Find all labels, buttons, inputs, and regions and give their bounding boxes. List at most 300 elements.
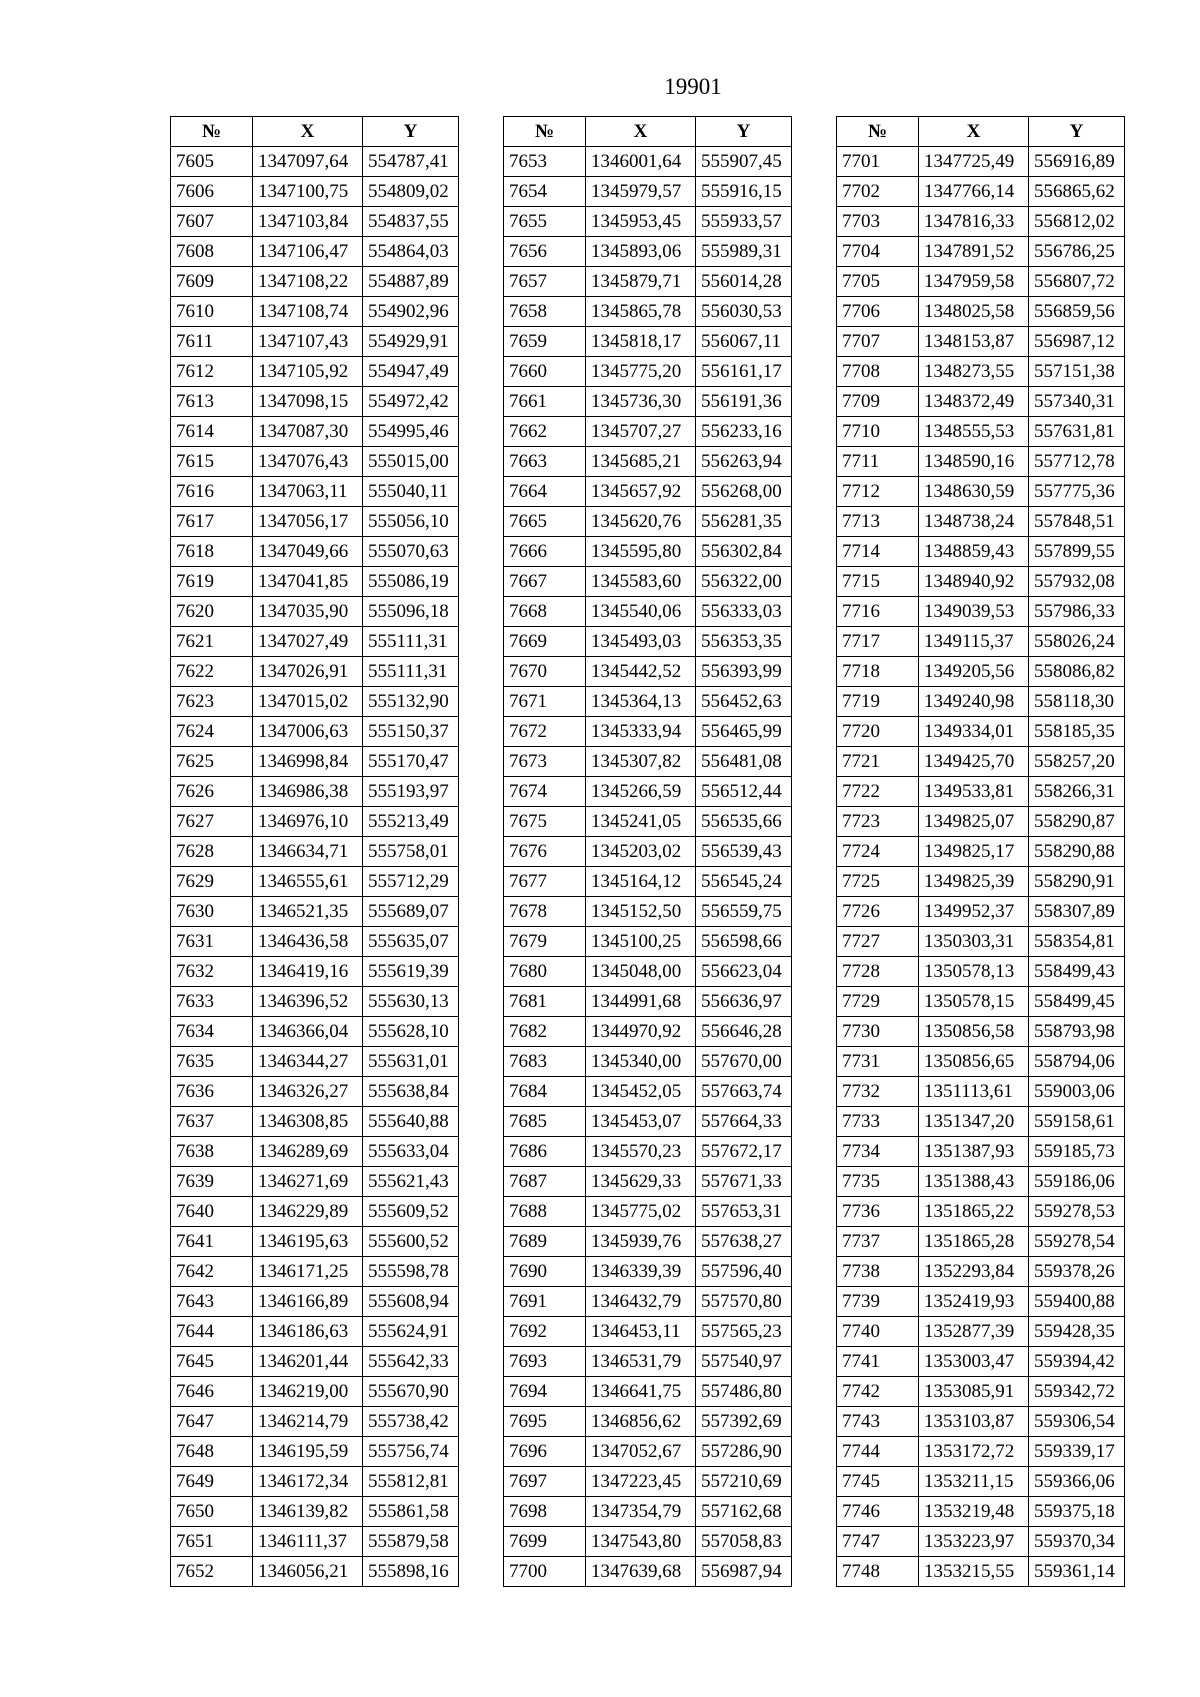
table-row [504,837,792,867]
table-row [504,1377,792,1407]
y-coordinate: 557210,69 [696,1467,792,1497]
table-row [171,747,459,777]
y-coordinate: 555812,81 [363,1467,459,1497]
point-number: 7671 [504,687,586,717]
x-coordinate: 1345879,71 [586,267,696,297]
y-coordinate: 557631,81 [1029,417,1125,447]
table-row [171,327,459,357]
y-coordinate: 555635,07 [363,927,459,957]
y-coordinate: 556646,28 [696,1017,792,1047]
point-number: 7650 [171,1497,253,1527]
point-number: 7712 [837,477,919,507]
y-coordinate: 557775,36 [1029,477,1125,507]
y-coordinate: 556636,97 [696,987,792,1017]
x-coordinate: 1347027,49 [253,627,363,657]
x-coordinate: 1351387,93 [919,1137,1029,1167]
y-coordinate: 557932,08 [1029,567,1125,597]
y-coordinate: 558086,82 [1029,657,1125,687]
x-coordinate: 1351347,20 [919,1107,1029,1137]
y-coordinate: 556559,75 [696,897,792,927]
table-row [504,987,792,1017]
point-number: 7670 [504,657,586,687]
point-number: 7673 [504,747,586,777]
y-coordinate: 558499,45 [1029,987,1125,1017]
y-coordinate: 555712,29 [363,867,459,897]
table-row [171,627,459,657]
x-coordinate: 1346195,63 [253,1227,363,1257]
point-number: 7646 [171,1377,253,1407]
point-number: 7615 [171,447,253,477]
x-coordinate: 1353219,48 [919,1497,1029,1527]
y-coordinate: 556191,36 [696,387,792,417]
point-number: 7716 [837,597,919,627]
x-coordinate: 1347026,91 [253,657,363,687]
x-coordinate: 1349425,70 [919,747,1029,777]
table-row [504,1227,792,1257]
x-coordinate: 1345818,17 [586,327,696,357]
y-coordinate: 555040,11 [363,477,459,507]
y-coordinate: 555056,10 [363,507,459,537]
table-row [837,147,1125,177]
y-coordinate: 555879,58 [363,1527,459,1557]
table-row [504,627,792,657]
table-row [171,927,459,957]
point-number: 7745 [837,1467,919,1497]
point-number: 7700 [504,1557,586,1587]
point-number: 7714 [837,537,919,567]
y-coordinate: 555619,39 [363,957,459,987]
point-number: 7639 [171,1167,253,1197]
y-coordinate: 557058,83 [696,1527,792,1557]
x-coordinate: 1353003,47 [919,1347,1029,1377]
table-row [504,1047,792,1077]
table-row [171,1557,459,1587]
x-coordinate: 1346641,75 [586,1377,696,1407]
x-coordinate: 1346172,34 [253,1467,363,1497]
table-row [837,1287,1125,1317]
x-coordinate: 1345442,52 [586,657,696,687]
x-coordinate: 1346976,10 [253,807,363,837]
table-row [504,1077,792,1107]
y-coordinate: 554995,46 [363,417,459,447]
table-row [837,297,1125,327]
point-number: 7738 [837,1257,919,1287]
table-row [171,267,459,297]
x-coordinate: 1347106,47 [253,237,363,267]
table-row [171,1437,459,1467]
table-row [837,1497,1125,1527]
point-number: 7626 [171,777,253,807]
point-number: 7623 [171,687,253,717]
y-coordinate: 555132,90 [363,687,459,717]
table-row [504,597,792,627]
x-coordinate: 1345164,12 [586,867,696,897]
x-coordinate: 1346436,58 [253,927,363,957]
point-number: 7619 [171,567,253,597]
point-number: 7651 [171,1527,253,1557]
point-number: 7742 [837,1377,919,1407]
y-coordinate: 555642,33 [363,1347,459,1377]
coordinates-table-3 [836,116,1125,1587]
point-number: 7611 [171,327,253,357]
table-row [171,777,459,807]
y-coordinate: 555600,52 [363,1227,459,1257]
y-coordinate: 556539,43 [696,837,792,867]
table-row [171,657,459,687]
table-row [171,357,459,387]
table-row [171,1197,459,1227]
point-number: 7710 [837,417,919,447]
y-coordinate: 556263,94 [696,447,792,477]
table-row [504,477,792,507]
x-coordinate: 1345893,06 [586,237,696,267]
table-row [837,687,1125,717]
table-row [837,1077,1125,1107]
table-row [171,897,459,927]
x-coordinate: 1351388,43 [919,1167,1029,1197]
y-coordinate: 558257,20 [1029,747,1125,777]
point-number: 7694 [504,1377,586,1407]
point-number: 7724 [837,837,919,867]
table-row [837,1557,1125,1587]
table-row [171,1227,459,1257]
table-row [171,1287,459,1317]
table-row [837,237,1125,267]
point-number: 7622 [171,657,253,687]
y-coordinate: 559400,88 [1029,1287,1125,1317]
x-coordinate: 1353103,87 [919,1407,1029,1437]
point-number: 7663 [504,447,586,477]
table-row [171,1047,459,1077]
x-coordinate: 1345340,00 [586,1047,696,1077]
y-coordinate: 557848,51 [1029,507,1125,537]
table-row [504,387,792,417]
point-number: 7629 [171,867,253,897]
point-number: 7691 [504,1287,586,1317]
point-number: 7664 [504,477,586,507]
x-coordinate: 1353211,15 [919,1467,1029,1497]
table-row [837,507,1125,537]
x-coordinate: 1348372,49 [919,387,1029,417]
table-row [171,447,459,477]
point-number: 7702 [837,177,919,207]
table-row [171,1527,459,1557]
point-number: 7698 [504,1497,586,1527]
point-number: 7696 [504,1437,586,1467]
header-x: X [586,117,696,147]
x-coordinate: 1351865,22 [919,1197,1029,1227]
y-coordinate: 557670,00 [696,1047,792,1077]
y-coordinate: 557671,33 [696,1167,792,1197]
x-coordinate: 1346271,69 [253,1167,363,1197]
x-coordinate: 1347076,43 [253,447,363,477]
point-number: 7697 [504,1467,586,1497]
x-coordinate: 1345629,33 [586,1167,696,1197]
point-number: 7666 [504,537,586,567]
point-number: 7718 [837,657,919,687]
y-coordinate: 559361,14 [1029,1557,1125,1587]
point-number: 7634 [171,1017,253,1047]
x-coordinate: 1348555,53 [919,417,1029,447]
y-coordinate: 555608,94 [363,1287,459,1317]
x-coordinate: 1348025,58 [919,297,1029,327]
header-y: Y [696,117,792,147]
point-number: 7649 [171,1467,253,1497]
x-coordinate: 1347639,68 [586,1557,696,1587]
x-coordinate: 1345707,27 [586,417,696,447]
table-row [171,1497,459,1527]
x-coordinate: 1349825,07 [919,807,1029,837]
x-coordinate: 1346339,39 [586,1257,696,1287]
y-coordinate: 556987,94 [696,1557,792,1587]
y-coordinate: 555630,13 [363,987,459,1017]
point-number: 7618 [171,537,253,567]
table-row [171,147,459,177]
point-number: 7708 [837,357,919,387]
table-row [837,807,1125,837]
table-row [837,417,1125,447]
table-row [837,1017,1125,1047]
x-coordinate: 1350856,58 [919,1017,1029,1047]
y-coordinate: 556161,17 [696,357,792,387]
y-coordinate: 556465,99 [696,717,792,747]
x-coordinate: 1346432,79 [586,1287,696,1317]
x-coordinate: 1345493,03 [586,627,696,657]
point-number: 7662 [504,417,586,447]
x-coordinate: 1348153,87 [919,327,1029,357]
x-coordinate: 1348738,24 [919,507,1029,537]
point-number: 7684 [504,1077,586,1107]
table-row [837,387,1125,417]
table-row [504,717,792,747]
point-number: 7656 [504,237,586,267]
y-coordinate: 557151,38 [1029,357,1125,387]
x-coordinate: 1346111,37 [253,1527,363,1557]
y-coordinate: 555633,04 [363,1137,459,1167]
x-coordinate: 1346634,71 [253,837,363,867]
table-row [837,267,1125,297]
y-coordinate: 557486,80 [696,1377,792,1407]
table-row [504,1407,792,1437]
x-coordinate: 1350578,15 [919,987,1029,1017]
table-row [837,567,1125,597]
y-coordinate: 559278,54 [1029,1227,1125,1257]
table-row [171,987,459,1017]
point-number: 7731 [837,1047,919,1077]
x-coordinate: 1345241,05 [586,807,696,837]
table-row [504,1347,792,1377]
x-coordinate: 1345100,25 [586,927,696,957]
x-coordinate: 1345048,00 [586,957,696,987]
y-coordinate: 554929,91 [363,327,459,357]
table-row [837,747,1125,777]
y-coordinate: 556302,84 [696,537,792,567]
table-row [504,1167,792,1197]
y-coordinate: 554864,03 [363,237,459,267]
x-coordinate: 1349240,98 [919,687,1029,717]
y-coordinate: 559394,42 [1029,1347,1125,1377]
point-number: 7737 [837,1227,919,1257]
x-coordinate: 1349115,37 [919,627,1029,657]
x-coordinate: 1352293,84 [919,1257,1029,1287]
point-number: 7736 [837,1197,919,1227]
table-row [837,1047,1125,1077]
table-row [504,1437,792,1467]
point-number: 7614 [171,417,253,447]
point-number: 7648 [171,1437,253,1467]
x-coordinate: 1348630,59 [919,477,1029,507]
x-coordinate: 1351113,61 [919,1077,1029,1107]
y-coordinate: 554837,55 [363,207,459,237]
y-coordinate: 557672,17 [696,1137,792,1167]
point-number: 7674 [504,777,586,807]
y-coordinate: 554972,42 [363,387,459,417]
table-row [171,1077,459,1107]
point-number: 7625 [171,747,253,777]
point-number: 7711 [837,447,919,477]
table-row [837,447,1125,477]
x-coordinate: 1348940,92 [919,567,1029,597]
y-coordinate: 556987,12 [1029,327,1125,357]
table-row [837,927,1125,957]
point-number: 7675 [504,807,586,837]
point-number: 7669 [504,627,586,657]
table-row [504,1287,792,1317]
table-row [837,1197,1125,1227]
y-coordinate: 559003,06 [1029,1077,1125,1107]
point-number: 7682 [504,1017,586,1047]
point-number: 7746 [837,1497,919,1527]
table-row [837,1317,1125,1347]
point-number: 7643 [171,1287,253,1317]
point-number: 7608 [171,237,253,267]
point-number: 7610 [171,297,253,327]
point-number: 7690 [504,1257,586,1287]
y-coordinate: 557899,55 [1029,537,1125,567]
table-row [504,177,792,207]
x-coordinate: 1346195,59 [253,1437,363,1467]
point-number: 7631 [171,927,253,957]
x-coordinate: 1347097,64 [253,147,363,177]
table-row [837,897,1125,927]
point-number: 7721 [837,747,919,777]
table-row [171,1407,459,1437]
x-coordinate: 1347107,43 [253,327,363,357]
y-coordinate: 557286,90 [696,1437,792,1467]
header-row [504,117,792,147]
y-coordinate: 555598,78 [363,1257,459,1287]
point-number: 7627 [171,807,253,837]
point-number: 7733 [837,1107,919,1137]
table-row [504,927,792,957]
x-coordinate: 1347891,52 [919,237,1029,267]
point-number: 7641 [171,1227,253,1257]
table-row [504,867,792,897]
x-coordinate: 1345333,94 [586,717,696,747]
header-y: Y [1029,117,1125,147]
x-coordinate: 1347108,22 [253,267,363,297]
table-row [504,657,792,687]
x-coordinate: 1346056,21 [253,1557,363,1587]
point-number: 7729 [837,987,919,1017]
x-coordinate: 1345152,50 [586,897,696,927]
table-row [504,297,792,327]
table-row [837,537,1125,567]
y-coordinate: 556281,35 [696,507,792,537]
table-row [837,1107,1125,1137]
point-number: 7647 [171,1407,253,1437]
point-number: 7735 [837,1167,919,1197]
point-number: 7704 [837,237,919,267]
y-coordinate: 556623,04 [696,957,792,987]
point-number: 7725 [837,867,919,897]
point-number: 7637 [171,1107,253,1137]
x-coordinate: 1346396,52 [253,987,363,1017]
point-number: 7687 [504,1167,586,1197]
table-row [171,1317,459,1347]
point-number: 7668 [504,597,586,627]
table-row [504,897,792,927]
y-coordinate: 555096,18 [363,597,459,627]
x-coordinate: 1345865,78 [586,297,696,327]
x-coordinate: 1345307,82 [586,747,696,777]
x-coordinate: 1346171,25 [253,1257,363,1287]
x-coordinate: 1347015,02 [253,687,363,717]
y-coordinate: 555086,19 [363,567,459,597]
point-number: 7676 [504,837,586,867]
y-coordinate: 558266,31 [1029,777,1125,807]
x-coordinate: 1347105,92 [253,357,363,387]
x-coordinate: 1346186,63 [253,1317,363,1347]
point-number: 7723 [837,807,919,837]
table-row [171,807,459,837]
y-coordinate: 559306,54 [1029,1407,1125,1437]
x-coordinate: 1345452,05 [586,1077,696,1107]
x-coordinate: 1350578,13 [919,957,1029,987]
x-coordinate: 1347006,63 [253,717,363,747]
x-coordinate: 1346344,27 [253,1047,363,1077]
x-coordinate: 1353223,97 [919,1527,1029,1557]
y-coordinate: 559185,73 [1029,1137,1125,1167]
x-coordinate: 1345203,02 [586,837,696,867]
x-coordinate: 1353085,91 [919,1377,1029,1407]
table-row [171,1107,459,1137]
x-coordinate: 1346289,69 [253,1137,363,1167]
point-number: 7632 [171,957,253,987]
y-coordinate: 557638,27 [696,1227,792,1257]
x-coordinate: 1345570,23 [586,1137,696,1167]
table-row [171,867,459,897]
point-number: 7635 [171,1047,253,1077]
y-coordinate: 556322,00 [696,567,792,597]
y-coordinate: 555638,84 [363,1077,459,1107]
table-row [504,1527,792,1557]
table-row [504,1497,792,1527]
x-coordinate: 1347041,85 [253,567,363,597]
y-coordinate: 557392,69 [696,1407,792,1437]
table-row [504,1317,792,1347]
y-coordinate: 555628,10 [363,1017,459,1047]
x-coordinate: 1346531,79 [586,1347,696,1377]
y-coordinate: 554787,41 [363,147,459,177]
table-row [837,867,1125,897]
point-number: 7665 [504,507,586,537]
point-number: 7642 [171,1257,253,1287]
point-number: 7720 [837,717,919,747]
y-coordinate: 555621,43 [363,1167,459,1197]
x-coordinate: 1345775,20 [586,357,696,387]
y-coordinate: 555989,31 [696,237,792,267]
